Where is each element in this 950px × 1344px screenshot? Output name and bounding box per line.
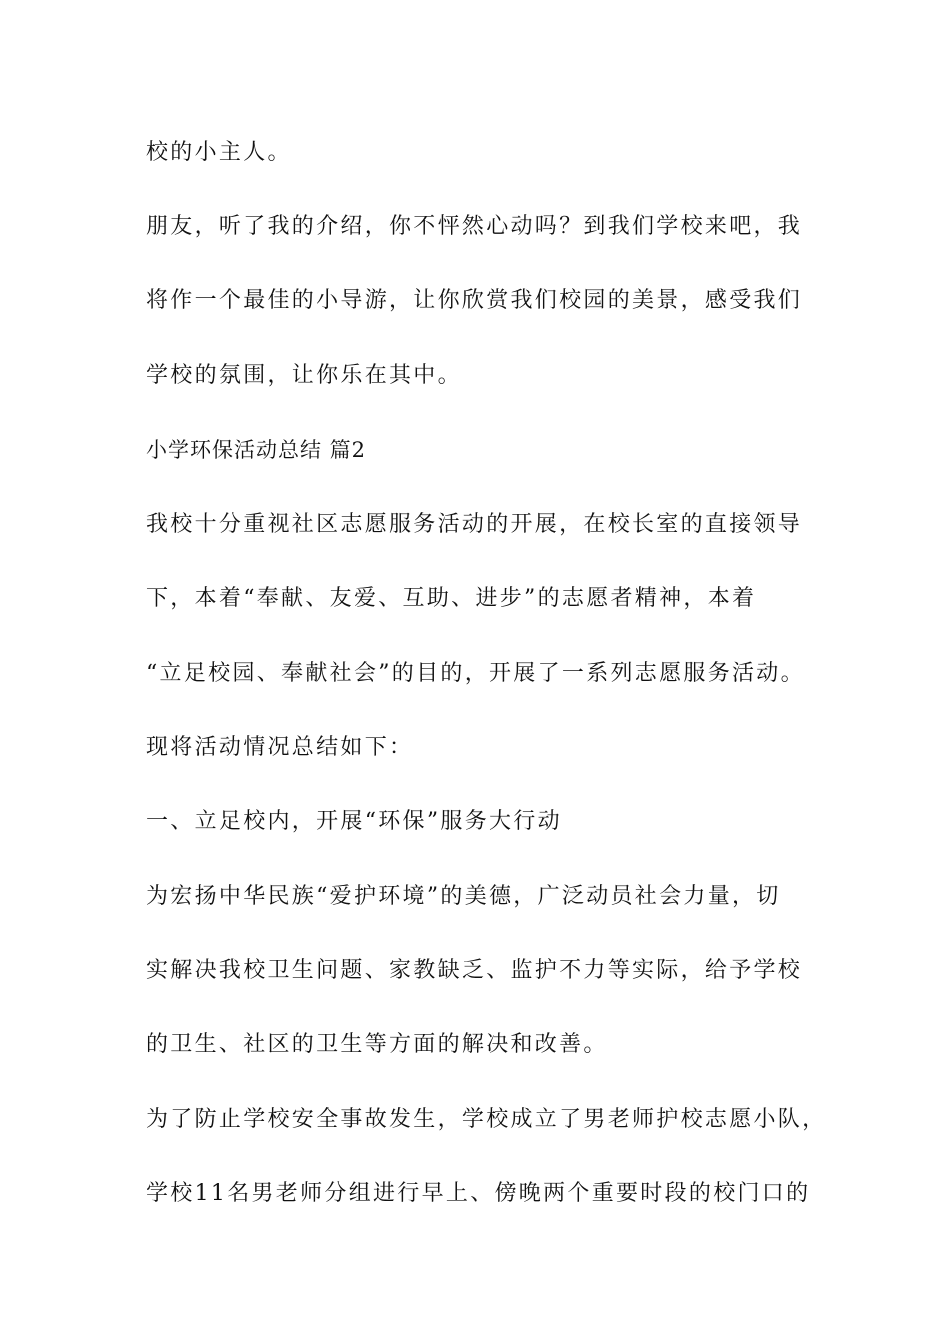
subsection-heading: 一、立足校内，开展“环保”服务大行动	[146, 809, 562, 834]
text-line: 下，本着“奉献、友爱、互助、进步”的志愿者精神，本着	[146, 586, 757, 611]
text-line: 朋友，听了我的介绍，你不怦然心动吗？到我们学校来吧，我	[146, 214, 803, 239]
text-line: 学校11名男老师分组进行早上、傍晚两个重要时段的校门口的	[146, 1181, 811, 1206]
text-line: 将作一个最佳的小导游，让你欣赏我们校园的美景，感受我们	[146, 288, 803, 313]
text-line: 学校的氛围，让你乐在其中。	[146, 363, 462, 388]
text-line: 现将活动情况总结如下：	[146, 735, 414, 760]
text-line: 我校十分重视社区志愿服务活动的开展，在校长室的直接领导	[146, 512, 803, 537]
text-line: “立足校园、奉献社会”的目的，开展了一系列志愿服务活动。	[146, 661, 805, 686]
text-line: 为了防止学校安全事故发生，学校成立了男老师护校志愿小队，	[146, 1107, 827, 1132]
section-heading: 小学环保活动总结 篇2	[146, 438, 367, 462]
text-line: 的卫生、社区的卫生等方面的解决和改善。	[146, 1032, 608, 1057]
text-line: 为宏扬中华民族“爱护环境”的美德，广泛动员社会力量，切	[146, 884, 781, 909]
text-line: 实解决我校卫生问题、家教缺乏、监护不力等实际，给予学校	[146, 958, 803, 983]
text-line: 校的小主人。	[146, 140, 292, 165]
